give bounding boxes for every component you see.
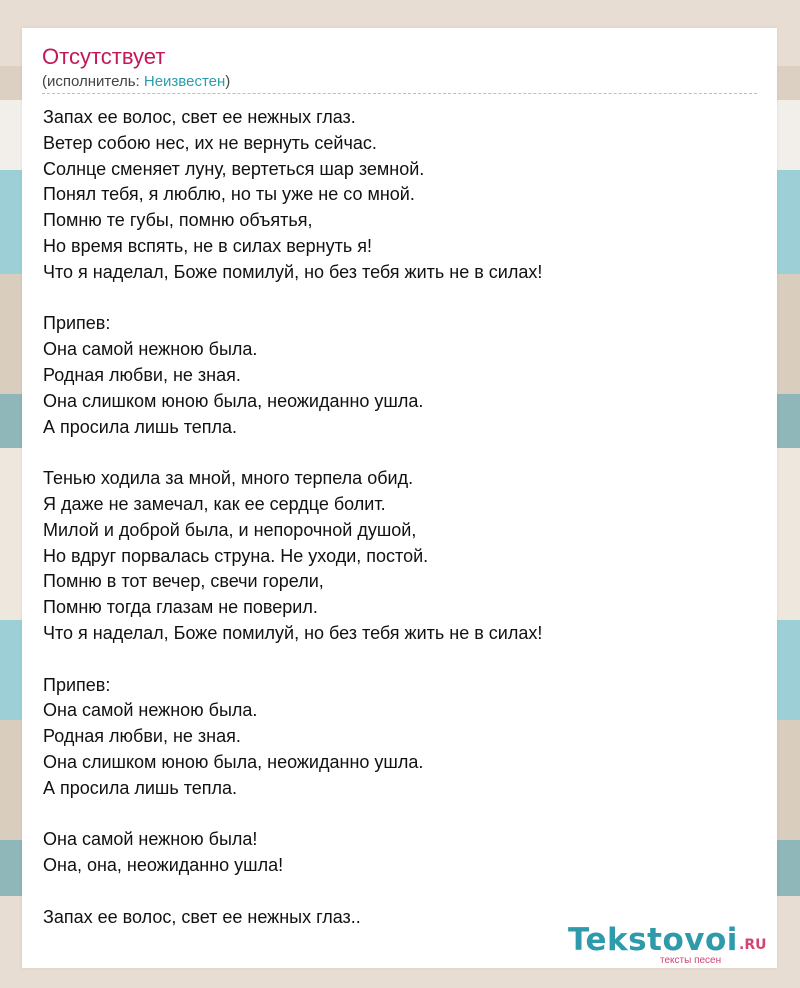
logo-tagline: тексты песен <box>660 955 722 966</box>
lyric-line: А просила лишь тепла. <box>43 416 238 437</box>
lyric-line <box>43 440 753 466</box>
lyric-line: Она самой нежною была! <box>43 829 258 850</box>
chorus-label: Припев: <box>43 674 111 695</box>
lyric-line <box>43 647 753 673</box>
logo-domain: .RU <box>739 937 767 953</box>
lyric-line: Что я наделал, Боже помилуй, но без тебя жить не в силах! <box>43 622 543 643</box>
lyric-line <box>43 802 753 828</box>
lyric-line: Но время вспять, не в силах вернуть я! <box>43 235 372 256</box>
logo-wordmark: Tekstovoi <box>568 922 738 958</box>
lyric-line <box>43 286 753 312</box>
lyric-line: А просила лишь тепла. <box>43 777 238 798</box>
lyric-line: Запах ее волос, свет ее нежных глаз. <box>43 107 356 127</box>
lyric-line: Родная любви, не зная. <box>43 726 241 747</box>
lyric-line <box>43 879 753 905</box>
lyric-line: Она самой нежною была. <box>43 700 258 721</box>
song-title: Отсутствует <box>42 44 166 69</box>
lyric-line: Она слишком юною была, неожиданно ушла. <box>43 751 424 772</box>
lyric-line: Помню те губы, помню объятья, <box>43 210 313 231</box>
lyric-line: Я даже не замечал, как ее сердце болит. <box>43 493 386 514</box>
lyric-line: Помню в тот вечер, свечи горели, <box>43 571 324 592</box>
lyric-line: Тенью ходила за мной, много терпела обид. <box>43 468 414 489</box>
lyric-line: Что я наделал, Боже помилуй, но без тебя жить не в силах! <box>43 261 543 282</box>
site-logo[interactable] <box>568 922 778 966</box>
lyric-line: Помню тогда глазам не поверил. <box>43 597 318 618</box>
lyric-line: Понял тебя, я люблю, но ты уже не со мной. <box>43 184 415 205</box>
lyric-line: Она, она, неожиданно ушла! <box>43 855 284 876</box>
title-divider <box>42 93 757 94</box>
lyric-line: Милой и доброй была, и непорочной душой, <box>43 519 417 540</box>
lyric-line: Ветер собою нес, их не вернуть сейчас. <box>43 132 377 153</box>
artist-line <box>42 73 230 91</box>
lyric-line: Но вдруг порвалась струна. Не уходи, постой. <box>43 545 429 566</box>
artist-prefix: (исполнитель: <box>42 73 144 90</box>
lyrics-card <box>22 28 777 968</box>
lyric-line: Она самой нежною была. <box>43 339 258 360</box>
lyrics-text <box>43 105 753 931</box>
lyric-line: Она слишком юною была, неожиданно ушла. <box>43 390 424 411</box>
artist-link[interactable]: Неизвестен <box>143 73 226 90</box>
artist-suffix: ) <box>225 73 231 90</box>
lyric-line: Солнце сменяет луну, вертеться шар земной. <box>43 158 425 179</box>
lyric-line: Родная любви, не зная. <box>43 364 241 385</box>
chorus-label: Припев: <box>43 313 111 334</box>
lyric-line: Запах ее волос, свет ее нежных глаз.. <box>43 906 361 927</box>
